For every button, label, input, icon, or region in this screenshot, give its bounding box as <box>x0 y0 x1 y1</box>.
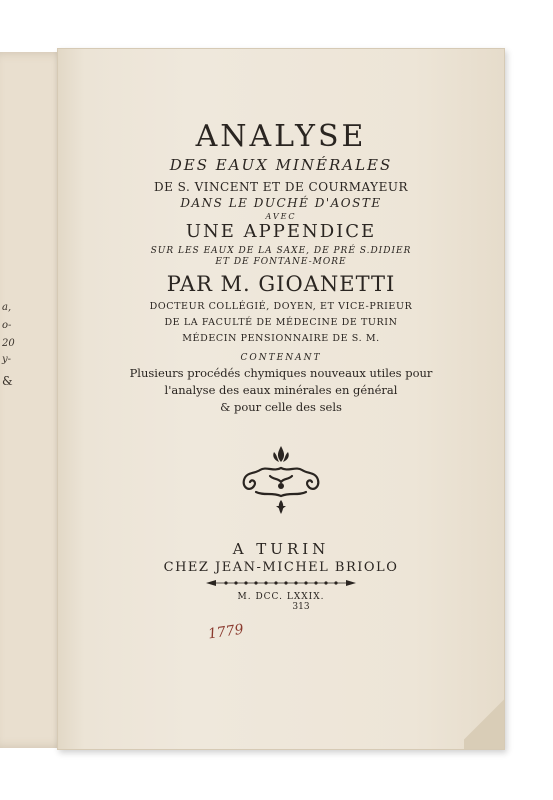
page-fold <box>464 689 504 749</box>
book-title: ANALYSE <box>195 119 367 154</box>
title-page <box>57 48 505 750</box>
author-title-line: DE LA FACULTÉ DE MÉDECINE DE TURIN <box>164 317 398 328</box>
appendix-heading: UNE APPENDICE <box>185 221 377 242</box>
shelf-number: 313 <box>292 602 310 612</box>
subtitle-line: DE S. VINCENT ET DE COURMAYEUR <box>153 180 409 194</box>
handwritten-year: 1779 <box>207 621 245 643</box>
previous-page-text: y- <box>2 354 12 365</box>
appendix-line: ET DE FONTANE-MORE <box>215 257 347 267</box>
previous-page-text: a, <box>2 302 12 313</box>
avec-text: AVEC <box>265 212 297 221</box>
appendix-line: SUR LES EAUX DE LA SAXE, DE PRÉ S.DIDIER <box>150 246 412 256</box>
author-name: PAR M. GIOANETTI <box>166 272 396 296</box>
previous-page-text: o- <box>2 320 12 331</box>
imprint-printer: CHEZ JEAN-MICHEL BRIOLO <box>163 560 399 575</box>
subtitle-line: DES EAUX MINÉRALES <box>169 156 393 174</box>
author-title-line: MÉDECIN PENSIONNAIRE DE S. M. <box>182 333 380 344</box>
printer-ornament-icon <box>236 442 326 518</box>
title-page-content <box>78 119 484 612</box>
imprint-date: M. DCC. LXXIX. <box>237 592 325 602</box>
imprint-place: A TURIN <box>232 540 330 558</box>
author-title-line: DOCTEUR COLLÉGIÉ, DOYEN, ET VICE-PRIEUR <box>149 301 413 312</box>
decorative-rule-icon <box>206 579 356 587</box>
contenant-text: CONTENANT <box>240 353 322 363</box>
description-line: & pour celle des sels <box>220 400 342 414</box>
subtitle-line: DANS LE DUCHÉ D'AOSTE <box>180 196 382 210</box>
description-line: Plusieurs procédés chymiques nouveaux utiles pour <box>129 366 433 380</box>
previous-page-text: & <box>2 374 13 388</box>
previous-page-text: 20 <box>2 338 15 349</box>
description-line: l'analyse des eaux minérales en général <box>164 383 398 397</box>
